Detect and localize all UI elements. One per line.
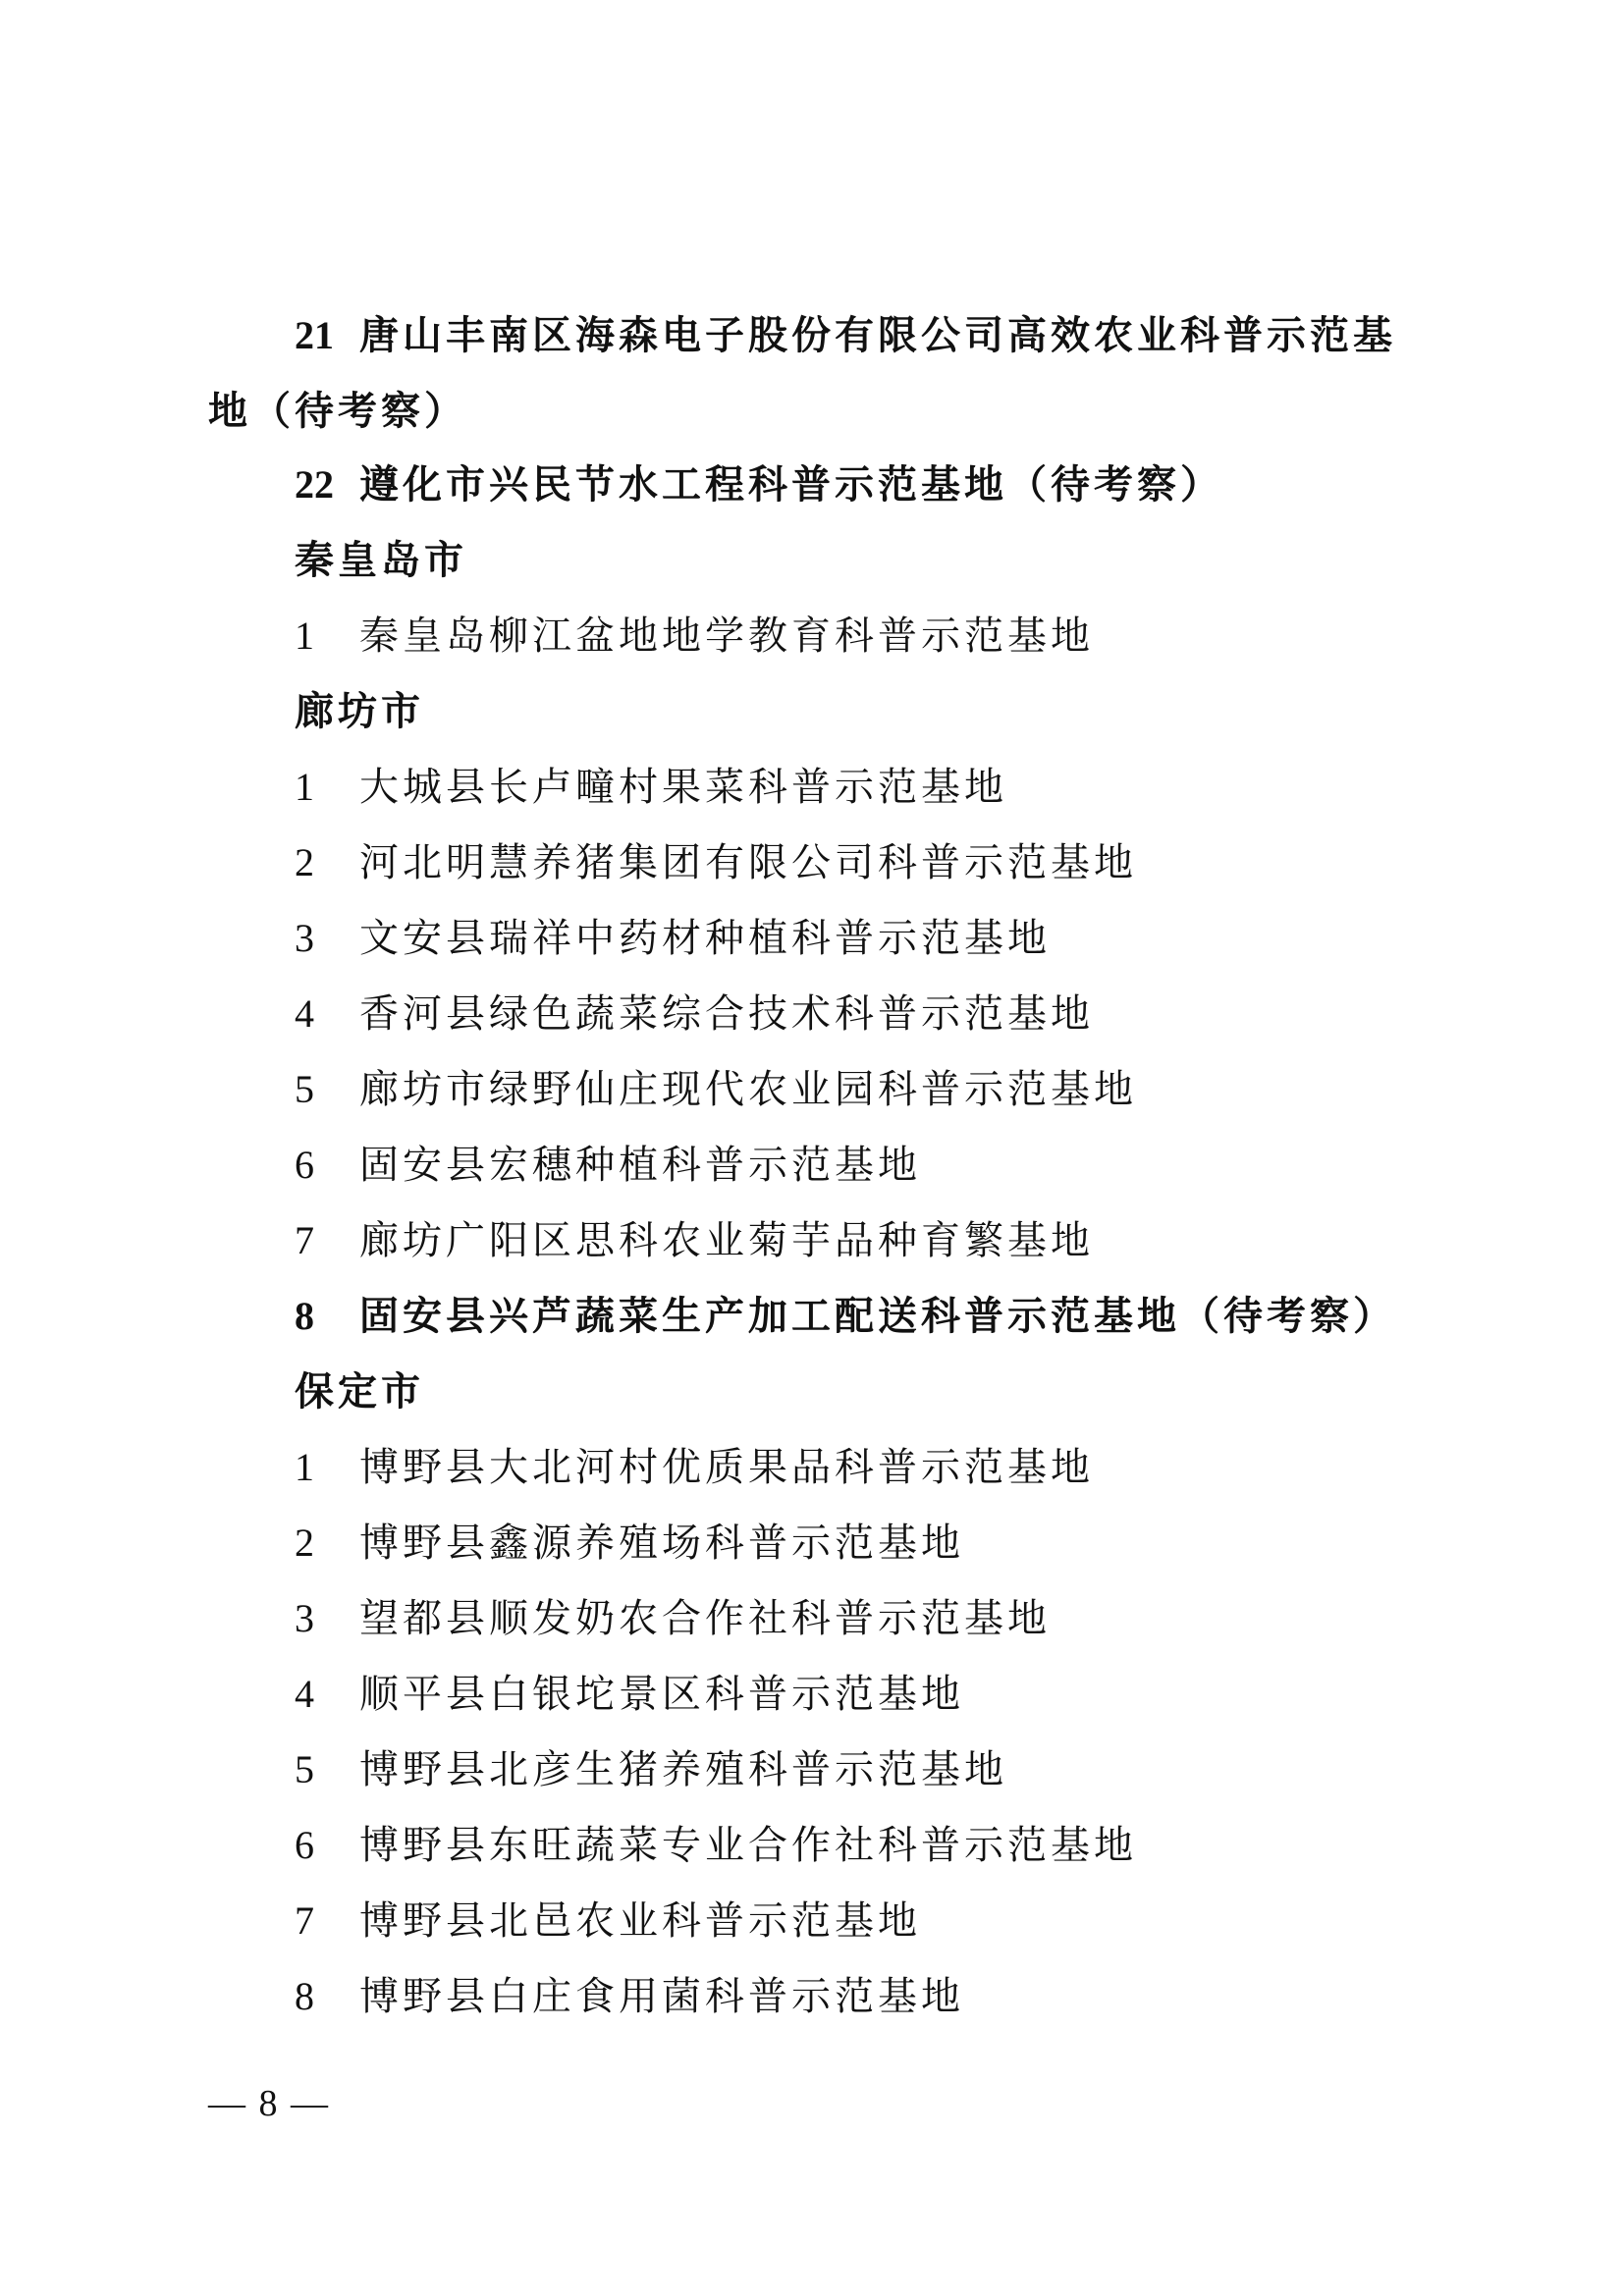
item-text: 唐山丰南区海森电子股份有限公司高效农业科普示范基 [359,312,1396,358]
item-number: 3 [295,1596,314,1640]
item-text: 固安县兴芦蔬菜生产加工配送科普示范基地（待考察） [359,1293,1396,1339]
item-number: 2 [295,840,314,884]
list-item-21-continued [208,386,467,437]
item-number: 6 [295,1823,314,1867]
list-item [295,1896,921,1947]
item-text: 大城县长卢疃村果菜科普示范基地 [359,765,1007,810]
item-text: 顺平县白银坨景区科普示范基地 [359,1672,964,1717]
item-text: 博野县北邑农业科普示范基地 [359,1898,921,1944]
page-number: — 8 — [208,2083,330,2124]
item-text: 博野县东旺蔬菜专业合作社科普示范基地 [359,1823,1137,1868]
item-number: 1 [295,614,314,658]
list-item [295,988,1094,1040]
item-number: 3 [295,916,314,960]
list-item [295,762,1007,813]
item-number: 4 [295,991,314,1036]
item-text: 固安县宏穗种植科普示范基地 [359,1143,921,1188]
item-number: 6 [295,1143,314,1187]
list-item [295,611,1094,662]
item-text: 望都县顺发奶农合作社科普示范基地 [359,1596,1051,1641]
list-item [295,1215,1094,1266]
item-number: 4 [295,1672,314,1716]
item-number: 5 [295,1067,314,1111]
item-text: 博野县大北河村优质果品科普示范基地 [359,1445,1094,1490]
list-item-22 [295,459,1223,510]
item-number: 1 [295,1445,314,1489]
list-item [295,1291,1396,1342]
item-text: 博野县鑫源养殖场科普示范基地 [359,1521,964,1566]
item-number: 5 [295,1747,314,1791]
item-text: 廊坊广阳区思科农业菊芋品种育繁基地 [359,1218,1094,1263]
list-item [295,1820,1137,1871]
item-number: 1 [295,765,314,809]
list-item [295,1593,1051,1644]
item-text: 河北明慧养猪集团有限公司科普示范基地 [359,840,1137,885]
item-text: 香河县绿色蔬菜综合技术科普示范基地 [359,991,1094,1037]
item-text: 遵化市兴民节水工程科普示范基地（待考察） [359,461,1223,507]
list-item [295,1518,964,1569]
section-heading-baoding: 保定市 [295,1368,424,1415]
item-number: 22 [295,462,334,507]
item-text: 博野县白庄食用菌科普示范基地 [359,1974,964,2019]
item-number: 2 [295,1521,314,1565]
item-text: 博野县北彦生猪养殖科普示范基地 [359,1747,1007,1792]
list-item [295,913,1051,964]
item-text: 秦皇岛柳江盆地地学教育科普示范基地 [359,614,1094,659]
list-item [295,1064,1137,1115]
item-number: 7 [295,1898,314,1943]
list-item [295,1744,1007,1795]
list-item [295,1442,1094,1493]
item-text: 文安县瑞祥中药材种植科普示范基地 [359,916,1051,961]
list-item [295,837,1137,888]
item-number: 8 [295,1294,314,1338]
item-number: 21 [295,313,334,357]
item-number: 8 [295,1974,314,2018]
section-heading-qinhuangdao: 秦皇岛市 [295,537,467,583]
item-text-continued: 地（待考察） [208,388,467,434]
list-item-21 [295,310,1396,361]
list-item [295,1971,964,2022]
section-heading-langfang: 廊坊市 [295,688,424,734]
list-item [295,1669,964,1720]
item-number: 7 [295,1218,314,1262]
item-text: 廊坊市绿野仙庄现代农业园科普示范基地 [359,1067,1137,1112]
list-item [295,1140,921,1191]
